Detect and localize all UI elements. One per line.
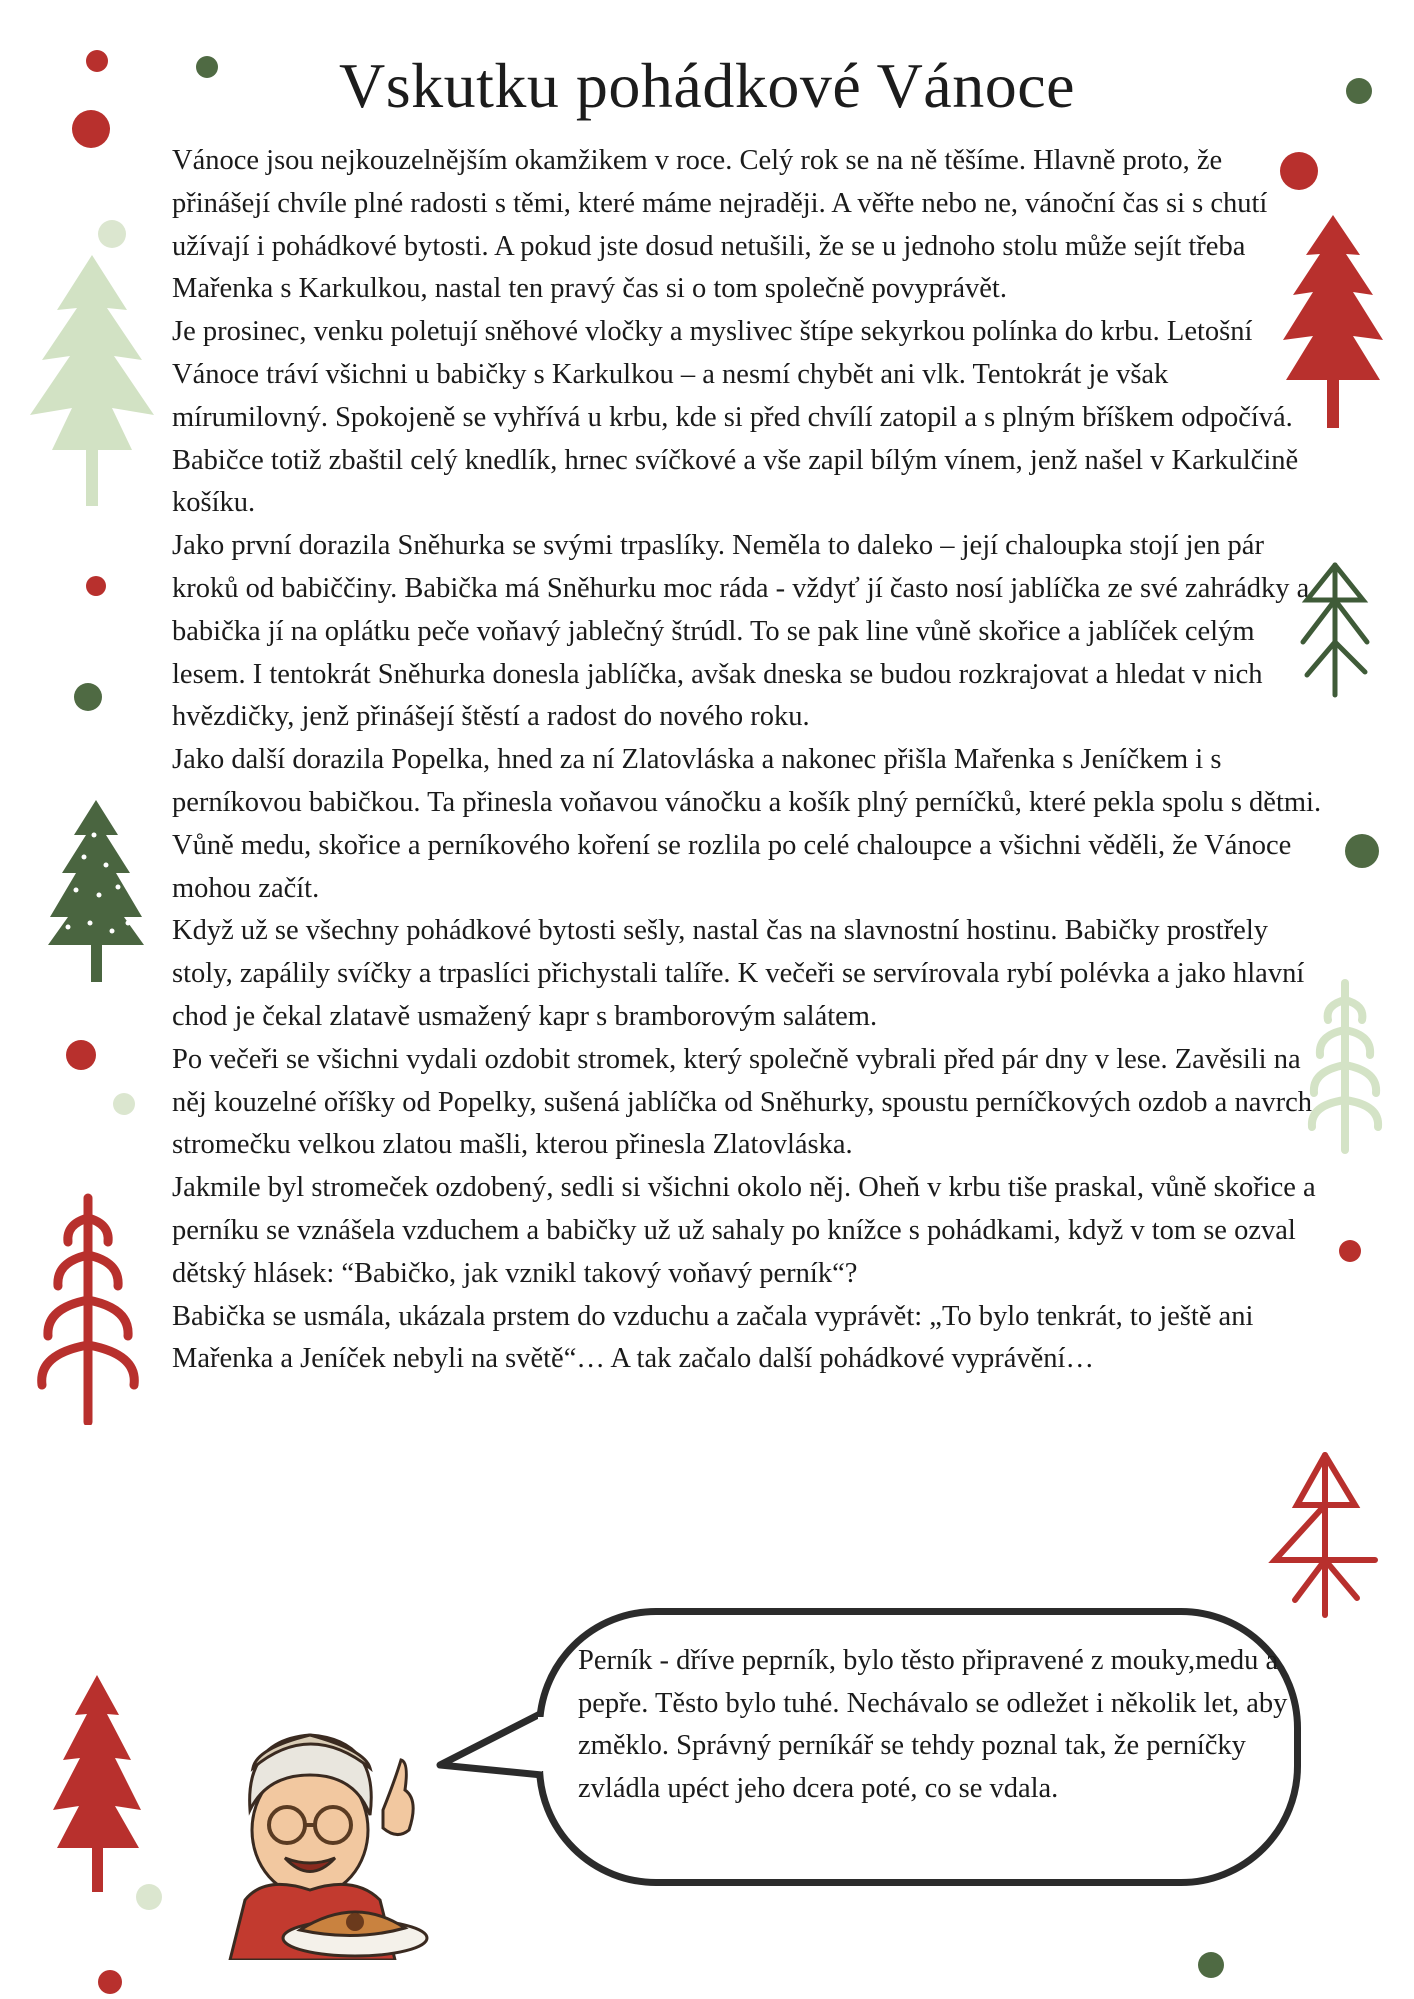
decor-dot (1198, 1952, 1224, 1978)
decor-dot (113, 1093, 135, 1115)
story-paragraph: Když už se všechny pohádkové bytosti sešly, nastal čas na slavnostní hostinu. Babičky prostřely stoly, zapálily svíčky a trpaslíci přichystali talíře. K večeři se servírovala rybí polévka a jako hlavní chod je čekal zlatavě usmažený kapr s bramborovým salátem. (172, 915, 1305, 1032)
decor-dot (1346, 78, 1372, 104)
grandma-illustration (205, 1690, 455, 1960)
decor-dot (1339, 1240, 1361, 1262)
story-paragraph: Jako první dorazila Sněhurka se svými trpaslíky. Neměla to daleko – její chaloupka stojí jen pár kroků od babiččiny. Babička má Sněhurku moc ráda - vždyť jí často nosí jablíčka ze své zahrádky a babička jí na oplátku peče voňavý jablečný štrúdl. To se pak line vůně skořice a jablíček celým lesem. I tentokrát Sněhurka donesla jablíčka, avšak dneska se budou rozkrajovat a hledat v nich hvězdičky, jenž přinášejí štěstí a radost do nového roku. (172, 530, 1310, 733)
decor-dot (98, 220, 126, 248)
story-paragraph: Po večeři se všichni vydali ozdobit stromek, který společně vybrali před pár dny v lese. Zavěsili na něj kouzelné oříšky od Popelky, sušená jablíčka od Sněhurky, spoustu perníčkových ozdob a navrch stromečku velkou zlatou mašli, kterou přinesla Zlatovláska. (172, 1043, 1312, 1161)
decor-dot (98, 1970, 122, 1994)
tree-icon (44, 795, 149, 985)
tree-icon (1295, 560, 1375, 700)
decor-dot (1280, 152, 1318, 190)
tree-icon (1265, 1450, 1380, 1620)
decor-dot (72, 110, 110, 148)
bubble-text: Perník - dříve peprník, bylo těsto připravené z mouky,medu a pepře. Těsto bylo tuhé. Nechávalo se odležet i několik let, aby změklo. Správný perníkář se tehdy poznal tak, že perníčky zvládla upéct jeho dcera poté, co se vdala. (578, 1645, 1288, 1804)
story-paragraph: Vánoce jsou nejkouzelnějším okamžikem v roce. Celý rok se na ně těšíme. Hlavně proto, že přinášejí chvíle plné radosti s těmi, které máme nejraději. A věřte nebo ne, vánoční čas si s chutí užívají i pohádkové bytosti. A pokud jste dosud netušili, že se u jednoho stolu může sejít třeba Mařenka s Karkulkou, nastal ten pravý čas si o tom společně povyprávět. (172, 145, 1268, 305)
tree-icon (28, 1190, 148, 1425)
tree-icon (1268, 210, 1398, 430)
story-paragraph: Babička se usmála, ukázala prstem do vzduchu a začala vyprávět: „To bylo tenkrát, to ještě ani Mařenka a Jeníček nebyli na světě“… A tak začalo další pohádkové vyprávění… (172, 1300, 1254, 1375)
page-title: Vskutku pohádkové Vánoce (339, 50, 1075, 121)
tree-icon (1300, 975, 1390, 1155)
decor-dot (196, 56, 218, 78)
tree-icon (45, 1670, 150, 1895)
tree-icon (22, 250, 162, 510)
decor-dot (86, 50, 108, 72)
decor-dot (66, 1040, 96, 1070)
story-paragraph: Je prosinec, venku poletují sněhové vločky a myslivec štípe sekyrkou polínka do krbu. Letošní Vánoce tráví všichni u babičky s Karkulkou – a nesmí chybět ani vlk. Tentokrát je však mírumilovný. Spokojeně se vyhřívá u krbu, kde si před chvílí zatopil a s plným bříškem odpočívá. Babičce totiž zbaštil celý knedlík, hrnec svíčkové a vše zapil bílým vínem, jenž našel v Karkulčině košíku. (172, 316, 1299, 519)
story-paragraph: Jakmile byl stromeček ozdobený, sedli si všichni okolo něj. Oheň v krbu tiše praskal, vůně skořice a perníku se vznášela vzduchem a babičky už už sahaly po knížce s pohádkami, když v tom se ozval dětský hlásek: “Babičko, jak vznikl takový voňavý perník“? (172, 1172, 1316, 1289)
decor-dot (1345, 834, 1379, 868)
story-body (172, 140, 1322, 1381)
decor-dot (86, 576, 106, 596)
story-paragraph: Jako další dorazila Popelka, hned za ní Zlatovláska a nakonec přišla Mařenka s Jeníčkem i s perníkovou babičkou. Ta přinesla voňavou vánočku a košík plný perníčků, které pekla spolu s dětmi. Vůně medu, skořice a perníkového koření se rozlila po celé chaloupce a všichni věděli, že Vánoce mohou začít. (172, 744, 1322, 904)
decor-dot (74, 683, 102, 711)
